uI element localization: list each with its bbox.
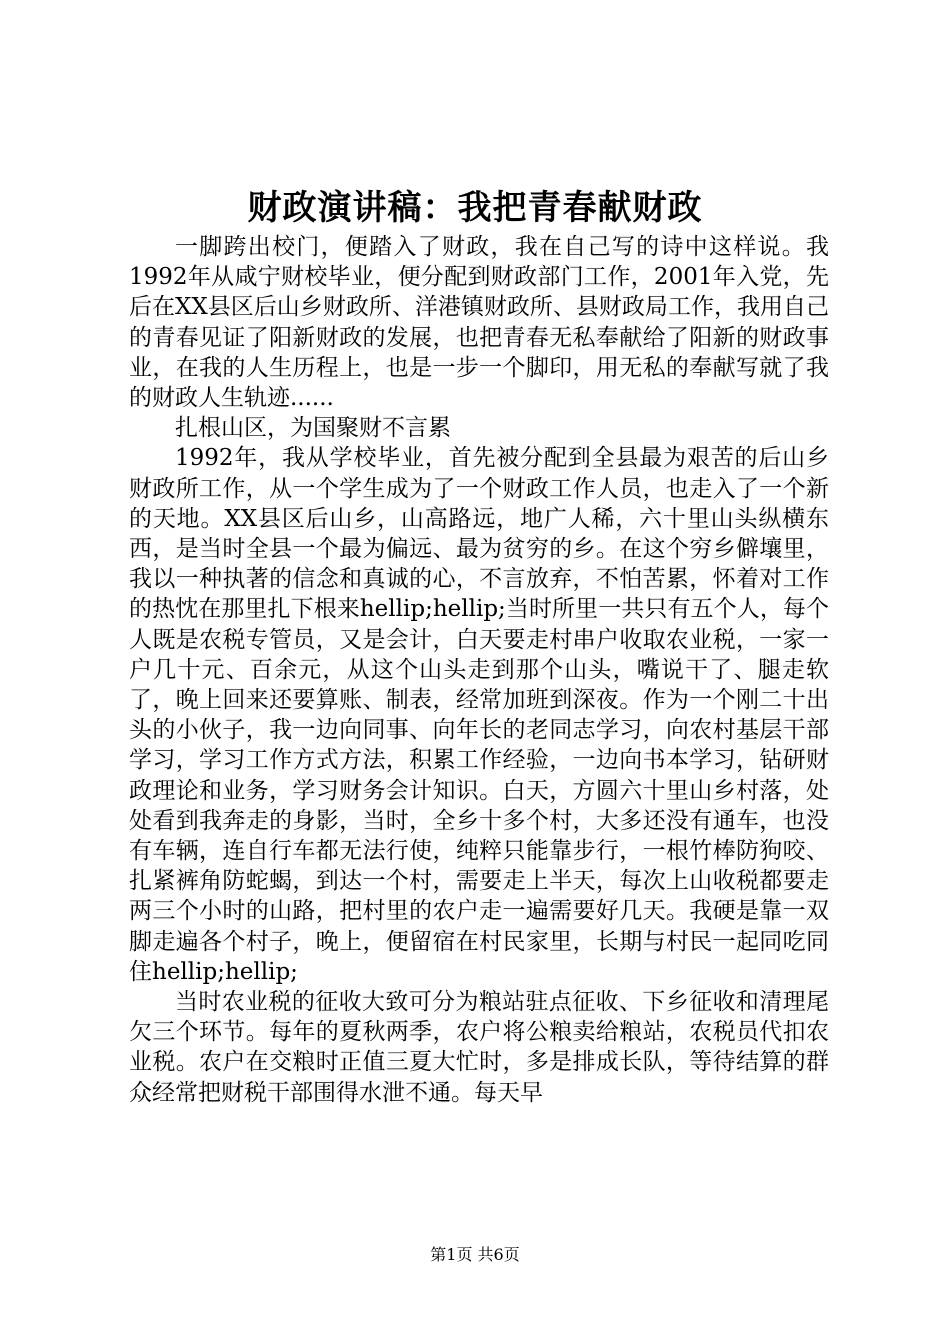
paragraph-intro: 一脚跨出校门，便踏入了财政，我在自己写的诗中这样说。我1992年从咸宁财校毕业，便分配到财政部门工作，2001年入党，先后在XX县区后山乡财政所、洋港镇财政所、县财政局工作，我用自己的青春见证了阳新财政的发展，也把青春无私奉献给了阳新的财政事业，在我的人生历程上，也是一步一个脚印，用无私的奉献写就了我的财政人生轨迹...... (129, 234, 829, 412)
paragraph-heading: 扎根山区，为国聚财不言累 (175, 415, 451, 442)
document-title: 财政演讲稿：我把青春献财政 (247, 188, 703, 228)
page-number-footer: 第1页 共6页 (430, 1245, 520, 1264)
document-body (129, 232, 829, 1108)
paragraph-tax-collection: 当时农业税的征收大致可分为粮站驻点征收、下乡征收和清理尾欠三个环节。每年的夏秋两季，农户将公粮卖给粮站，农税员代扣农业税。农户在交粮时正值三夏大忙时，多是排成长队，等待结算的群众经常把财税干部围得水泄不通。每天早 (129, 989, 829, 1106)
paragraph-mountain-work: 1992年，我从学校毕业，首先被分配到全县最为艰苦的后山乡财政所工作，从一个学生成为了一个财政工作人员，也走入了一个新的天地。XX县区后山乡，山高路远，地广人稀，六十里山头纵横东西，是当时全县一个最为偏远、最为贫穷的乡。在这个穷乡僻壤里，我以一种执著的信念和真诚的心，不言放弃，不怕苦累，怀着对工作的热忱在那里扎下根来hellip;hellip;当时所里一共只有五个人，每个人既是农税专管员，又是会计，白天要走村串户收取农业税，一家一户几十元、百余元，从这个山头走到那个山头，嘴说干了、腿走软了，晚上回来还要算账、制表，经常加班到深夜。作为一个刚二十出头的小伙子，我一边向同事、向年长的老同志学习，向农村基层干部学习，学习工作方式方法，积累工作经验，一边向书本学习，钻研财政理论和业务，学习财务会计知识。白天，方圆六十里山乡村落，处处看到我奔走的身影，当时，全乡十多个村，大多还没有通车，也没有车辆，连自行车都无法行使，纯粹只能靠步行，一根竹棒防狗咬、扎紧裤角防蛇蝎，到达一个村，需要走上半天，每次上山收税都要走两三个小时的山路，把村里的农户走一遍需要好几天。我硬是靠一双脚走遍各个村子，晚上，便留宿在村民家里，长期与村民一起同吃同住hellip;hellip; (129, 445, 829, 985)
